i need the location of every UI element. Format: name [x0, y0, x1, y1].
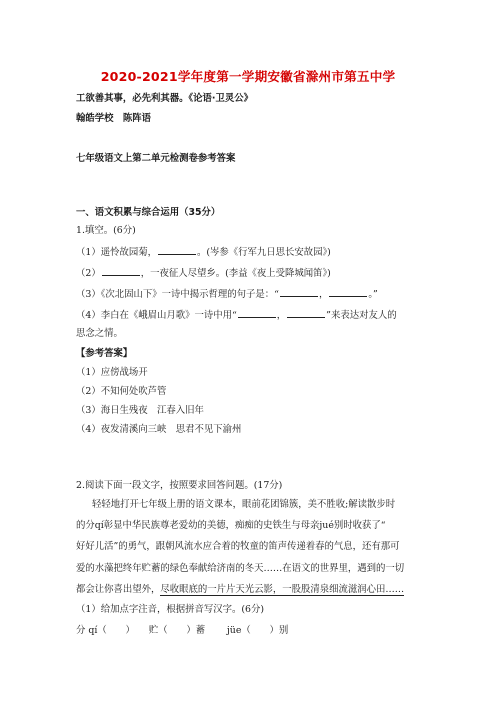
question-1-item-2 [76, 266, 331, 280]
item-3-text-c: 。” [368, 289, 378, 300]
item-4-text-c: ”来表达对友人的 [326, 310, 397, 321]
answer-item: （1）应傍战场开 [76, 367, 148, 378]
passage-line: 爱的水藻把终年贮蓄的绿色奉献给济南的冬天……在语文的世界里，遇到的一切 [76, 563, 405, 574]
passage-line: 的分qí彰显中华民族尊老爱幼的美德，痴痴的史铁生与母亲jué别时收获了“ [76, 520, 386, 531]
passage-line: 轻轻地打开七年级上册的语文课本，眼前花团锦簇，美不胜收;解读散步时 [92, 499, 396, 510]
question-1-item-4 [76, 308, 397, 322]
question-2-sub-1-answers: 分 qí（ ） 贮（ ）蓄 jüe（ ）别 [76, 625, 289, 636]
passage-line: 好好儿活”的勇气，跟朝风流水应合着的牧童的笛声传递着春的气息，还有那可 [76, 541, 400, 552]
item-2-text-a: （2） [76, 268, 101, 279]
answers-label: 【参考答案】 [76, 348, 133, 359]
question-1-item-3 [76, 287, 378, 301]
item-4-text-a: （4）李白在《峨眉山月歌》一诗中用“ [76, 310, 237, 321]
item-3-text-a: （3）《次北固山下》一诗中揭示哲理的句子是：“ [76, 289, 279, 300]
answer-blank[interactable] [280, 287, 318, 297]
question-2-stem: 2.阅读下面一段文字，按照要求回答问题。(17分) [76, 480, 283, 491]
section-heading-1: 一、语文积累与综合运用（35分） [76, 207, 221, 218]
answer-item: （3）海日生残夜 江春入旧年 [76, 405, 204, 416]
question-2-sub-1: （1）给加点字注音，根据拼音写汉字。(6分) [76, 604, 264, 615]
item-4-text-b: ， [276, 310, 287, 321]
answer-blank[interactable] [102, 266, 140, 276]
motto: 工欲善其事，必先利其器。《论语·卫灵公》 [76, 93, 253, 104]
passage-line [76, 583, 404, 596]
exam-subtitle: 七年级语文上第二单元检测卷参考答案 [76, 153, 236, 164]
question-1-stem: 1.填空。(6分) [76, 225, 136, 236]
item-1-text-b: 。(岑参《行军九日思长安故园》) [196, 247, 331, 258]
answer-blank[interactable] [158, 245, 196, 255]
item-3-text-b: ， [318, 289, 329, 300]
answer-item: （4）夜发清溪向三峡 思君不见下渝州 [76, 424, 242, 435]
answer-blank[interactable] [238, 308, 276, 318]
underlined-sentence: 尽收眼底的一片片天光云影，一股股清泉细流滋润心田…… [160, 584, 405, 595]
item-1-text-a: （1）遥怜故园菊， [76, 247, 157, 258]
item-2-text-b: ，一夜征人尽望乡。(李益《夜上受降城闻笛》) [140, 268, 331, 279]
question-1-item-4-cont: 思念之情。 [76, 328, 123, 339]
author-line: 翰皓学校 陈阵语 [76, 113, 152, 124]
passage-text: 都会让你喜出望外， [76, 584, 161, 595]
question-1-item-1 [76, 245, 331, 259]
answer-item: （2）不知何处吹芦管 [76, 386, 167, 397]
answer-blank[interactable] [287, 308, 325, 318]
document-title: 2020-2021学年度第一学期安徽省滁州市第五中学 [100, 69, 396, 84]
answer-blank[interactable] [329, 287, 367, 297]
